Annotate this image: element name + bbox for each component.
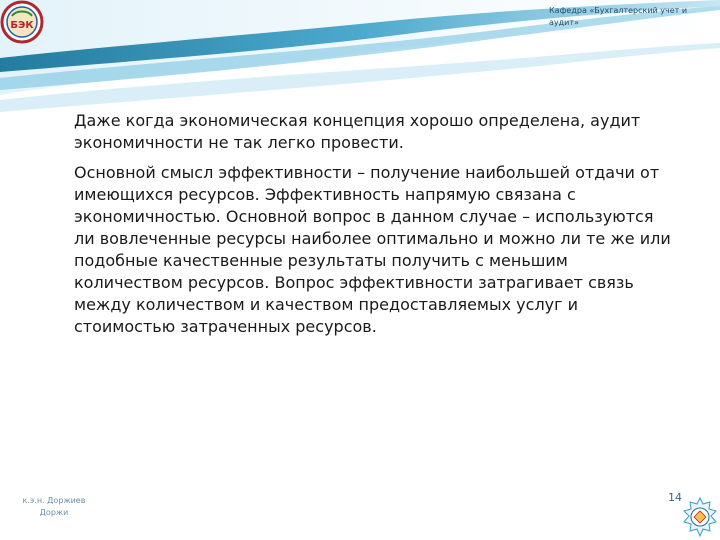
paragraph-intro: Даже когда экономическая концепция хорошо определена, аудит экономичности не так легко провести. <box>74 111 641 152</box>
page-number: 14 <box>668 491 682 504</box>
author-line-1: к.э.н. Доржиев <box>22 496 86 505</box>
university-emblem-icon <box>681 496 719 538</box>
paragraph-efficiency: Основной смысл эффективности – получение наибольшей отдачи от имеющихся ресурсов. Эффективность напрямую связана с экономичностью. Основной вопрос в данном случае – используются ли вовлеченные ресурсы наиболее оптимально и можно ли те же или подобные качественные результаты получить с меньшим количеством ресурсов. Вопрос эффективности затрагивает связь между количеством и качеством предоставляемых услуг и стоимостью затраченных ресурсов. <box>74 163 671 336</box>
department-title: Кафедра «Бухгалтерский учет и аудит» <box>549 6 688 27</box>
university-emblem-icon <box>0 0 44 44</box>
author-line-2: Доржи <box>39 508 69 517</box>
logo-text: БЭК <box>10 20 34 31</box>
slide-content <box>74 110 674 346</box>
author-credit <box>14 495 94 519</box>
